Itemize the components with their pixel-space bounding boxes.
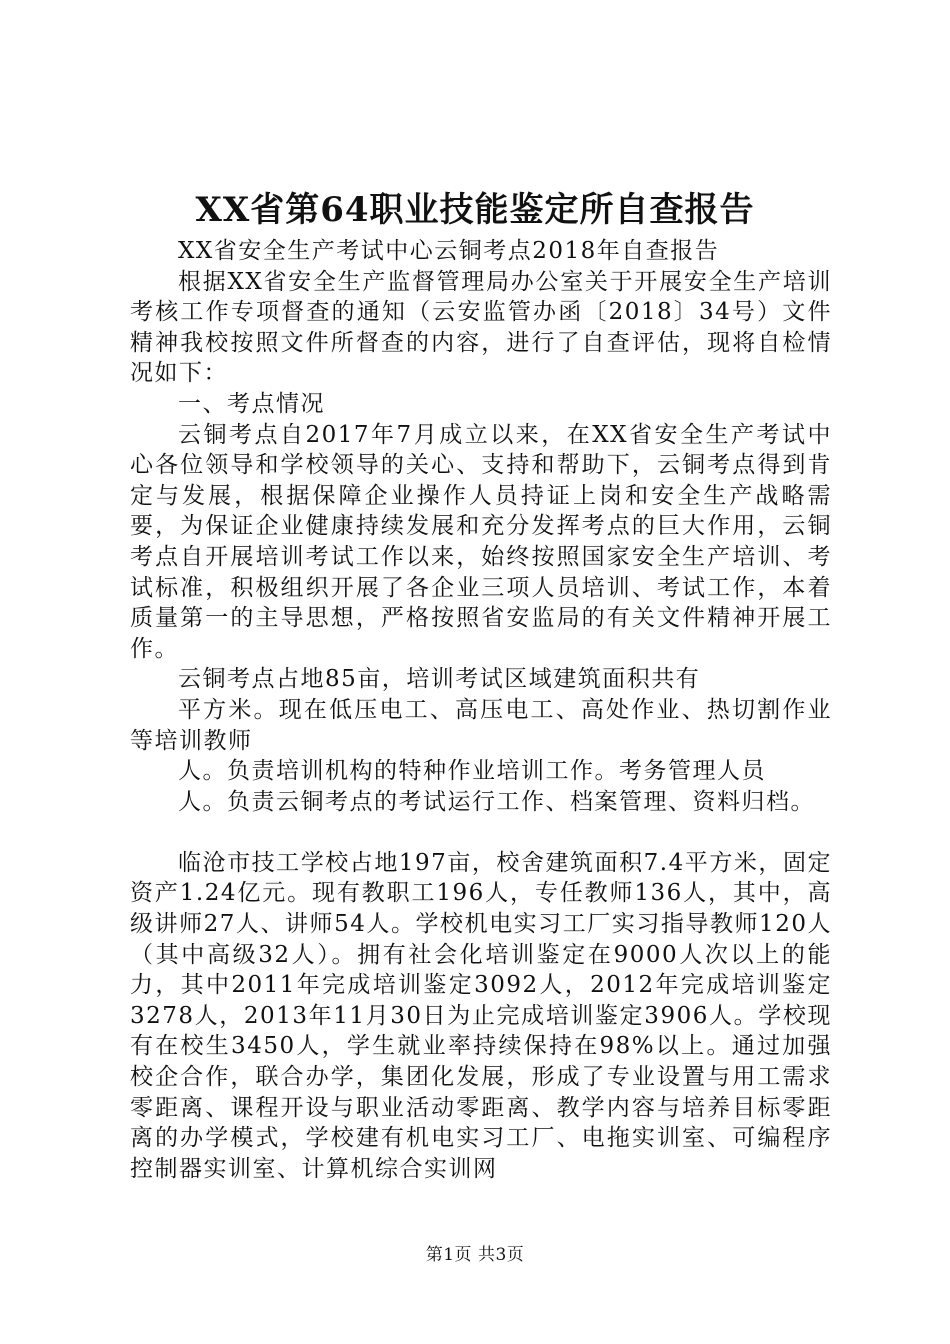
page-number-footer: 第1页 共3页 bbox=[425, 1245, 525, 1265]
section-heading: 一、考点情况 bbox=[178, 390, 325, 417]
document-body bbox=[130, 236, 832, 1184]
document-title: XX省第64职业技能鉴定所自查报告 bbox=[195, 190, 755, 230]
site-area-paragraph: 云铜考点占地85亩，培训考试区域建筑面积共有 bbox=[178, 666, 701, 693]
paragraph-spacer bbox=[130, 817, 832, 848]
exam-staff-paragraph: 人。负责云铜考点的考试运行工作、档案管理、资料归档。 bbox=[178, 788, 815, 815]
intro-paragraph: 根据XX省安全生产监督管理局办公室关于开展安全生产培训考核工作专项督查的通知（云安监管办函〔2018〕34号）文件精神我校按照文件所督查的内容，进行了自查评估，现将自检情况如下： bbox=[130, 268, 832, 387]
school-overview-paragraph: 临沧市技工学校占地197亩，校舍建筑面积7.4平方米，固定资产1.24亿元。现有教职工196人，专任教师136人，其中，高级讲师27人、讲师54人。学校机电实习工厂实习指导教师120人（其中高级32人）。拥有社会化培训鉴定在9000人次以上的能力，其中2011年完成培训鉴定3092人，2012年完成培训鉴定3278人，2013年11月30日为止完成培训鉴定3906人。学校现有在校生3450人，学生就业率持续保持在98%以上。通过加强校企合作，联合办学，集团化发展，形成了专业设置与用工需求零距离、课程开设与职业活动零距离、教学内容与培养目标零距离的办学模式，学校建有机电实习工厂、电拖实训室、可编程序控制器实训室、计算机综合实训网 bbox=[130, 849, 832, 1182]
teachers-paragraph: 平方米。现在低压电工、高压电工、高处作业、热切割作业等培训教师 bbox=[130, 696, 832, 754]
training-staff-paragraph: 人。负责培训机构的特种作业培训工作。考务管理人员 bbox=[178, 758, 766, 785]
report-subtitle-paragraph: XX省安全生产考试中心云铜考点2018年自查报告 bbox=[178, 238, 720, 264]
exam-site-paragraph: 云铜考点自2017年7月成立以来，在XX省安全生产考试中心各位领导和学校领导的关心、支持和帮助下，云铜考点得到肯定与发展，根据保障企业操作人员持证上岗和安全生产战略需要，为保证企业健康持续发展和充分发挥考点的巨大作用，云铜考点自开展培训考试工作以来，始终按照国家安全生产培训、考试标准，积极组织开展了各企业三项人员培训、考试工作，本着质量第一的主导思想，严格按照省安监局的有关文件精神开展工作。 bbox=[130, 421, 832, 662]
